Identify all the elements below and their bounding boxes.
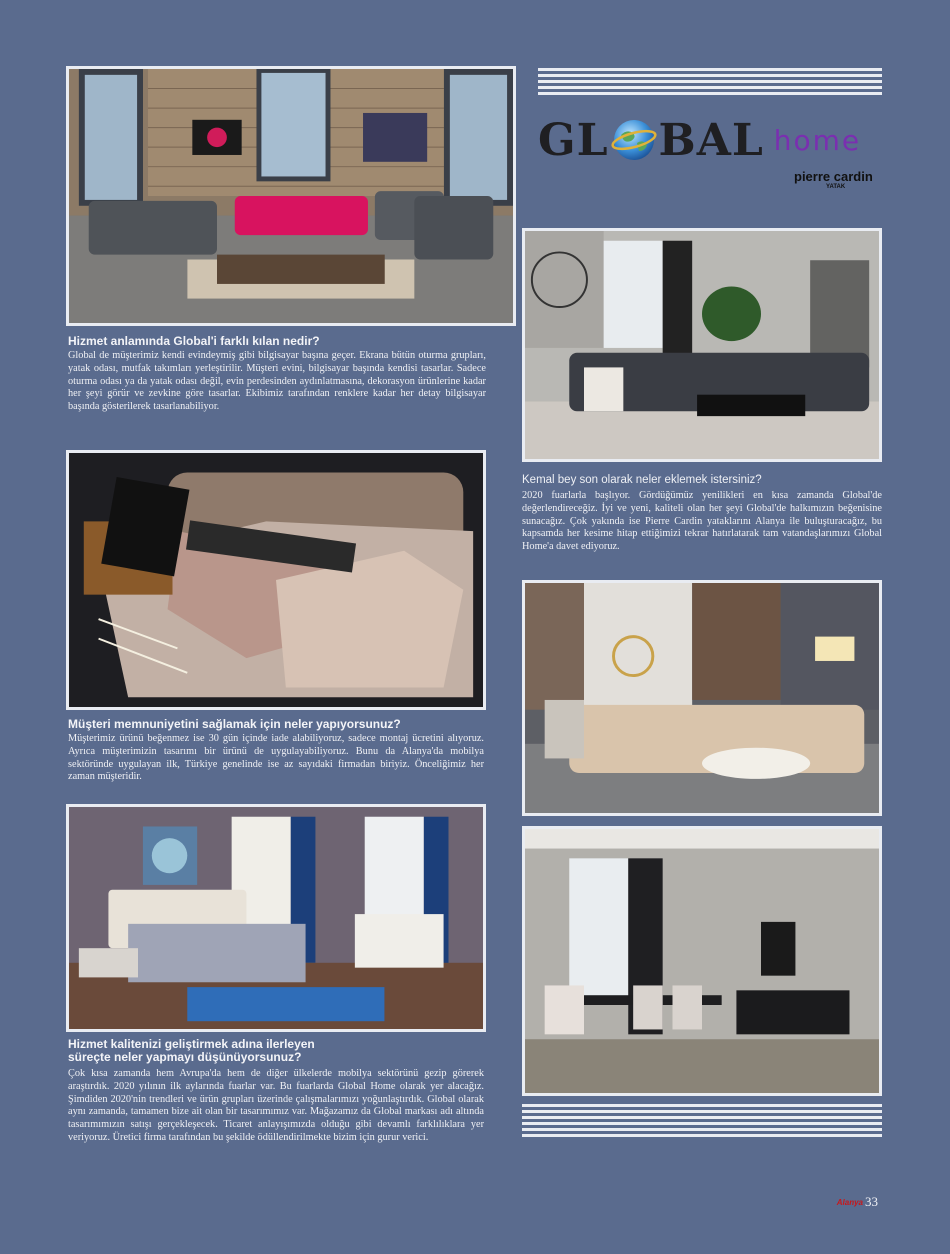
global-home-logo (538, 116, 861, 164)
corner-sofa-photo (522, 228, 882, 462)
top-stripes (538, 68, 882, 98)
chesterfield-sofa-photo (522, 580, 882, 816)
section-3-body: Çok kısa zamanda hem Avrupa'da hem de diğer ülkelerde mobilya sektörünü gezip görerek araştırdık. 2020 yılının ilk aylarında fuarlar var. Bu fuarlarda Global Home olarak yer alacağız. Şimdiden 2020'nin trendleri ve ürün grupları üzerinde çalışmalarımızı yoğunlaştırdık. Global olarak aynı zamanda, tamamen bize ait olan bir tasarımımız var. Mağazamız da Global markası adı altında tasarımımızın satışı gerçekleşecek. Ticaret anlayışımızda olduğu gibi devamlı farklılıklara yer veriyoruz. Üretici firma tarafından bu şekilde ödüllendirilmekte bizim için gurur verici. (68, 1068, 484, 1143)
section-2-heading: Müşteri memnuniyetini sağlamak için neler yapıyorsunuz? (68, 717, 401, 731)
living-room-photo (66, 66, 516, 326)
section-4-body: 2020 fuarlarla başlıyor. Gördüğümüz yenilikleri en kısa zamanda Global'de değerlendireceğiz. İyi ve yeni, kaliteli olan her şeyi Global'de halkımızın beğenisine sunacağız. Çok yakında ise Pierre Cardin yataklarını Alanya ile buluşturacağız, bu kapsamda her kesime hitap ettiğimizi tekrar hatırlatarak tam vatandaşlarımızı Global Home'a davet ediyoruz. (522, 490, 882, 553)
section-2-body: Müşterimiz ürünü beğenmez ise 30 gün içinde iade alabiliyoruz, sadece montaj ücretini alıyoruz. Ayrıca müşterimizin tasarımı bir ürünü de uygulayabiliyoruz. Bunu da Alanya'da mobilya sektöründe uygulayan ilk, Türkiye genelinde ise az sayıdaki firmadan biriyiz. Önceliğimiz her zaman müşteridir. (68, 733, 484, 783)
bottom-stripes (522, 1104, 882, 1140)
section-3-heading: Hizmet kalitenizi geliştirmek adına ilerleyen süreçte neler yapmayı düşünüyorsunuz? (68, 1037, 315, 1064)
section-1-body: Global de müşterimiz kendi evindeymiş gibi bilgisayar başına geçer. Ekrana bütün oturma grupları, yatak odası, mutfak takımları yerleştirilir. Müşteri evini, bilgisayar başında kendisi tasarlar. Sadece oturma odası ya da yatak odası değil, evin perdesinden aydınlatmasına, dekorasyon ürünlerine kadar her şeyi görür ve zevkine göre tasarlar. Ekibimiz tarafından renklere kadar her detay bilgisayar başında gösterilerek tasarlanabiliyor. (68, 350, 486, 413)
globe-icon (611, 117, 657, 163)
page-number: 33 (865, 1194, 878, 1209)
section-4-heading: Kemal bey son olarak neler eklemek istersiniz? (522, 474, 762, 486)
page-footer (837, 1194, 878, 1210)
dining-room-photo (522, 826, 882, 1096)
section-1-heading: Hizmet anlamında Global'i farklı kılan nedir? (68, 334, 320, 348)
logo-text-right: BAL (658, 114, 764, 166)
publication-logo: Alanya (836, 1197, 863, 1207)
smart-bed-photo (66, 450, 486, 710)
logo-home-text: home (773, 123, 862, 157)
logo-text-left: GL (538, 114, 609, 166)
pierre-cardin-logo: pierre cardin (794, 169, 873, 184)
pierre-cardin-sub: YATAK (826, 184, 846, 190)
bedroom-photo (66, 804, 486, 1032)
